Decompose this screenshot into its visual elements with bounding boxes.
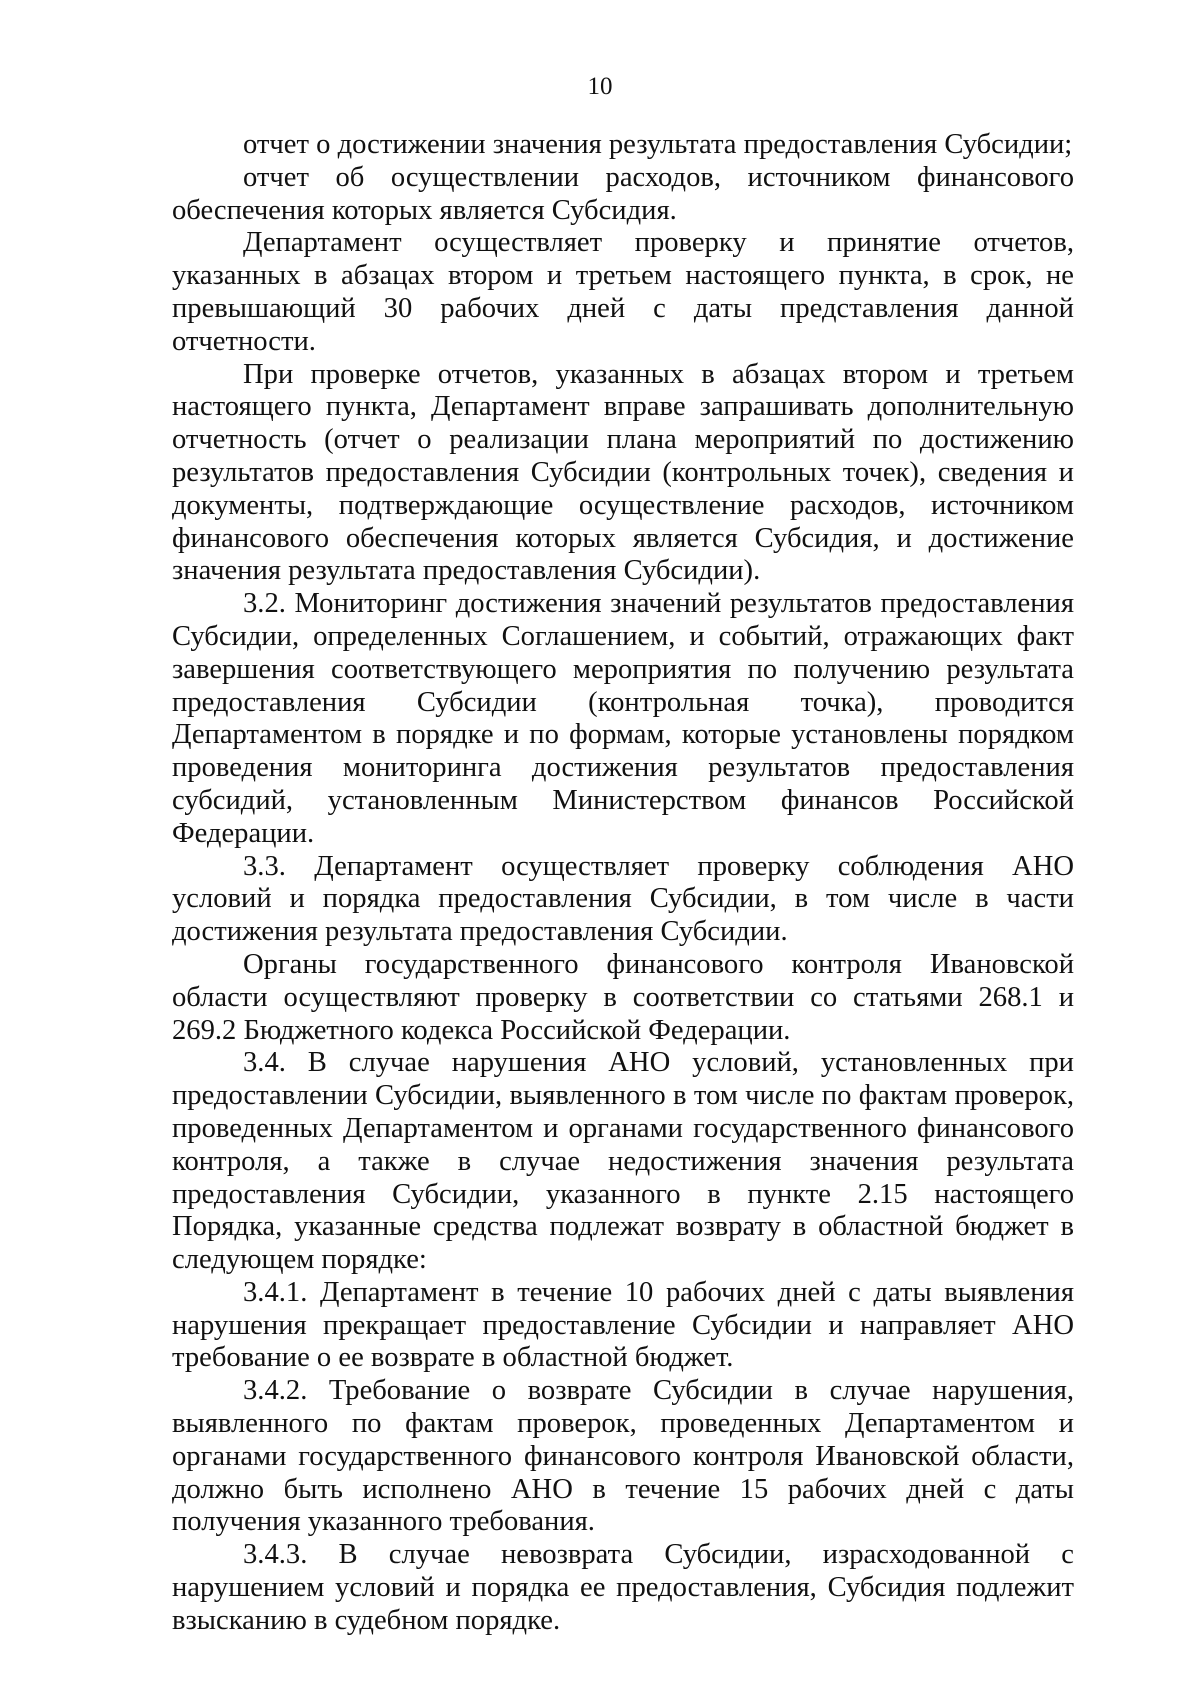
paragraph: 3.4. В случае нарушения АНО условий, установленных при предоставлении Субсидии, выявленного в том числе по фактам проверок, проведенных Департаментом и органами государственного финансового контроля, а также в случае недостижения значения результата предоставления Субсидии, указанного в пункте 2.15 настоящего Порядка, указанные средства подлежат возврату в областной бюджет в следующем порядке:: [172, 1047, 1074, 1276]
paragraph: 3.3. Департамент осуществляет проверку соблюдения АНО условий и порядка предоставления Субсидии, в том числе в части достижения результата предоставления Субсидии.: [172, 850, 1074, 948]
paragraph: отчет об осуществлении расходов, источником финансового обеспечения которых является Субсидия.: [172, 161, 1074, 226]
paragraph: 3.4.3. В случае невозврата Субсидии, израсходованной с нарушением условий и порядка ее предоставления, Субсидия подлежит взысканию в судебном порядке.: [172, 1539, 1074, 1636]
paragraph: Департамент осуществляет проверку и принятие отчетов, указанных в абзацах втором и третьем настоящего пункта, в срок, не превышающий 30 рабочих дней с даты представления данной отчетности.: [172, 227, 1074, 357]
paragraph: Органы государственного финансового контроля Ивановской области осуществляют проверку в соответствии со статьями 268.1 и 269.2 Бюджетного кодекса Российской Федерации.: [172, 948, 1074, 1046]
paragraph: 3.4.2. Требование о возврате Субсидии в случае нарушения, выявленного по фактам проверок, проведенных Департаментом и органами государственного финансового контроля Ивановской области, должно быть исполнено АНО в течение 15 рабочих дней с даты получения указанного требования.: [172, 1375, 1074, 1538]
paragraph: отчет о достижении значения результата предоставления Субсидии;: [243, 129, 1073, 160]
paragraph: 3.2. Мониторинг достижения значений результатов предоставления Субсидии, определенных Соглашением, и событий, отражающих факт завершения соответствующего мероприятия по получению результата предоставления Субсидии (контрольная точка), проводится Департаментом в порядке и по формам, которые установлены порядком проведения мониторинга достижения результатов предоставления субсидий, установленным Министерством финансов Российской Федерации.: [172, 588, 1074, 849]
paragraph: 3.4.1. Департамент в течение 10 рабочих дней с даты выявления нарушения прекращает предоставление Субсидии и направляет АНО требование о ее возврате в областной бюджет.: [172, 1276, 1074, 1374]
page-number: 10: [587, 73, 613, 100]
paragraph: При проверке отчетов, указанных в абзацах втором и третьем настоящего пункта, Департамент вправе запрашивать дополнительную отчетность (отчет о реализации плана мероприятий по достижению результатов предоставления Субсидии (контрольных точек), сведения и документы, подтверждающие осуществление расходов, источником финансового обеспечения которых является Субсидия, и достижение значения результата предоставления Субсидии).: [172, 358, 1074, 587]
document-body: [172, 129, 1074, 1638]
